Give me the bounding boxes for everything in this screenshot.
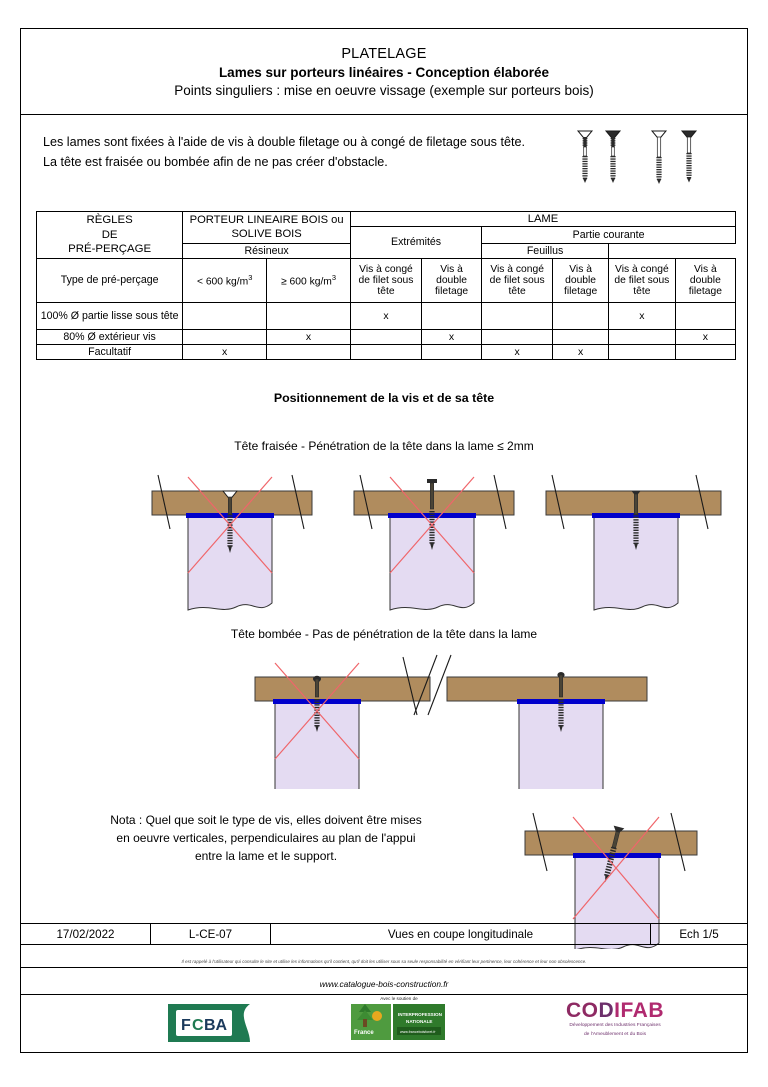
nota-line-1: Nota : Quel que soit le type de vis, elles doivent être mises: [110, 813, 422, 827]
screw-countersunk-double-1: [578, 131, 592, 183]
cell-ext-4: [482, 329, 553, 344]
codifab-ifab: IFAB: [614, 999, 665, 1022]
footer-reference: L-CE-07: [151, 924, 271, 944]
screw-countersunk-smooth-1: [652, 131, 666, 184]
cell-fac-7: [675, 344, 735, 359]
footer-scale: Ech 1/5: [679, 927, 719, 941]
codifab-d: D: [598, 999, 615, 1022]
corner-line-1: RÈGLES: [86, 214, 133, 227]
svg-text:www.franceboisforet.fr: www.franceboisforet.fr: [400, 1030, 436, 1034]
svg-text:INTERPROFESSION: INTERPROFESSION: [398, 1012, 442, 1017]
cell-lisse-6: x: [609, 302, 676, 329]
nota-line-2: en oeuvre verticales, perpendiculaires au plan de l'appui: [116, 831, 416, 846]
intro-text: [43, 133, 583, 172]
table-row-type: [37, 258, 736, 302]
header-lame: LAME: [350, 212, 735, 227]
svg-text:NATIONALE: NATIONALE: [406, 1019, 433, 1024]
cell-lisse-4: [482, 302, 553, 329]
diagram-bombee-correct: [447, 672, 647, 789]
cell-lisse-5: [553, 302, 609, 329]
diagram-group-bombee: [251, 649, 651, 789]
cell-fac-2: [350, 344, 421, 359]
document-frame: [20, 28, 748, 1053]
cell-density-ge600: ≥ 600 $kg/m^3$: [267, 258, 351, 302]
footer-bar: [21, 923, 747, 945]
cell-ext-6: [609, 329, 676, 344]
diagram-bombee-sunk: [255, 657, 430, 789]
codifab-co: CO: [566, 999, 599, 1022]
cell-screw-type-1: Vis à congé de filet sous tête: [350, 258, 421, 302]
cell-density-lt600: < 600 $kg/m^3$: [183, 258, 267, 302]
france-bois-foret-logo: [351, 996, 447, 1047]
cell-screw-type-5: Vis à congé de filet sous tête: [609, 258, 676, 302]
header-extremites: Extrémités: [350, 227, 481, 259]
title-line-1: PLATELAGE: [341, 45, 427, 62]
intro-paragraph-2: La tête est fraisée ou bombée afin de ne pas créer d'obstacle.: [43, 154, 388, 169]
cell-fac-1: [267, 344, 351, 359]
positioning-title: Positionnement de la vis et de sa tête: [273, 391, 495, 405]
header-porteur: PORTEUR LINEAIRE BOIS ou SOLIVE BOIS: [183, 212, 351, 244]
fcba-logo: [164, 1002, 256, 1049]
cell-lisse-2: x: [350, 302, 421, 329]
cell-fac-5: x: [553, 344, 609, 359]
cell-lisse-7: [675, 302, 735, 329]
cell-ext-0: [183, 329, 267, 344]
nota-line-3: entre la lame et le support.: [194, 849, 338, 864]
row-label-type: Type de pré-perçage: [37, 258, 183, 302]
diagram-fraisee-too-deep: [152, 475, 312, 610]
nota-text: [56, 811, 476, 866]
codifab-subtitle-2: de l'Ameublement et du Bois: [583, 1031, 647, 1037]
cell-ext-5: [553, 329, 609, 344]
cell-screw-type-3: Vis à congé de filet sous tête: [482, 258, 553, 302]
table-row-lisse: [37, 302, 736, 329]
cell-fac-0: x: [183, 344, 267, 359]
row-label-facultatif: Facultatif: [37, 344, 183, 359]
cell-fac-3: [421, 344, 481, 359]
cell-fac-6: [609, 344, 676, 359]
svg-text:C: C: [192, 1017, 204, 1034]
title-block: [21, 29, 747, 115]
cell-fac-4: x: [482, 344, 553, 359]
header-feuillus: Feuillus: [482, 243, 609, 258]
footer-date: 17/02/2022: [21, 924, 151, 944]
cell-ext-7: x: [675, 329, 735, 344]
table-row-exterieur: [37, 329, 736, 344]
pre-drilling-rules-table: [36, 211, 736, 360]
cell-screw-type-4: Vis à double filetage: [553, 258, 609, 302]
screw-countersunk-double-2: [606, 131, 620, 183]
svg-text:BA: BA: [204, 1017, 228, 1034]
footer-caption: Vues en coupe longitudinale: [271, 924, 651, 944]
footer-disclaimer: Il est rappelé à l'utilisateur qui consulte le site et utilise les informations qu'il contient, qu'il doit les utiliser sous sa seule responsabilité en vérifiant leur pertinence, leur cohérence et leur non obsolescence.: [181, 959, 587, 964]
screw-countersunk-smooth-2: [682, 131, 696, 183]
footer-logos: [21, 998, 747, 1048]
codifab-subtitle-1: Développement des Industries Françaises: [569, 1023, 661, 1028]
cell-screw-type-6: Vis à double filetage: [675, 258, 735, 302]
table-header-row-1: [37, 212, 736, 227]
screw-illustrations: [569, 127, 729, 195]
footer-site-url: www.catalogue-bois-construction.fr: [319, 979, 449, 989]
codifab-logo: [566, 1000, 664, 1038]
header-partie-courante: Partie courante: [482, 227, 736, 244]
title-line-2: Lames sur porteurs linéaires - Conception élaborée: [218, 64, 550, 80]
cell-lisse-3: [421, 302, 481, 329]
svg-text:F: F: [181, 1017, 191, 1034]
cell-lisse-0: [183, 302, 267, 329]
table-corner-header: [37, 212, 183, 259]
intro-paragraph-1: Les lames sont fixées à l'aide de vis à double filetage ou à congé de filetage sous tête.: [43, 135, 525, 149]
table-row-facultatif: [37, 344, 736, 359]
cell-ext-3: x: [421, 329, 481, 344]
subtitle-tete-bombee: Tête bombée - Pas de pénétration de la tête dans la lame: [230, 627, 538, 641]
cell-screw-type-2: Vis à double filetage: [421, 258, 481, 302]
svg-text:France: France: [354, 1030, 374, 1036]
diagram-fraisee-correct: [546, 475, 721, 610]
row-label-lisse: 100% Ø partie lisse sous tête: [37, 302, 183, 329]
codifab-wordmark: [566, 1000, 664, 1021]
title-line-3: Points singuliers : mise en oeuvre vissage (exemple sur porteurs bois): [174, 82, 594, 98]
subtitle-tete-fraisee: Tête fraisée - Pénétration de la tête dans la lame ≤ 2mm: [234, 439, 534, 453]
header-resineux: Résineux: [183, 243, 351, 258]
corner-line-3: PRÉ-PERÇAGE: [68, 242, 152, 255]
corner-line-2: DE: [101, 228, 118, 241]
url-divider: [21, 994, 747, 995]
row-label-exterieur: 80% Ø extérieur vis: [37, 329, 183, 344]
diagram-group-fraisee: [146, 461, 736, 611]
support-label: Avec le soutien de: [380, 996, 418, 1001]
diagram-fraisee-proud: [354, 475, 514, 610]
cell-lisse-1: [267, 302, 351, 329]
cell-ext-1: x: [267, 329, 351, 344]
cell-ext-2: [350, 329, 421, 344]
disclaimer-divider: [21, 967, 747, 968]
